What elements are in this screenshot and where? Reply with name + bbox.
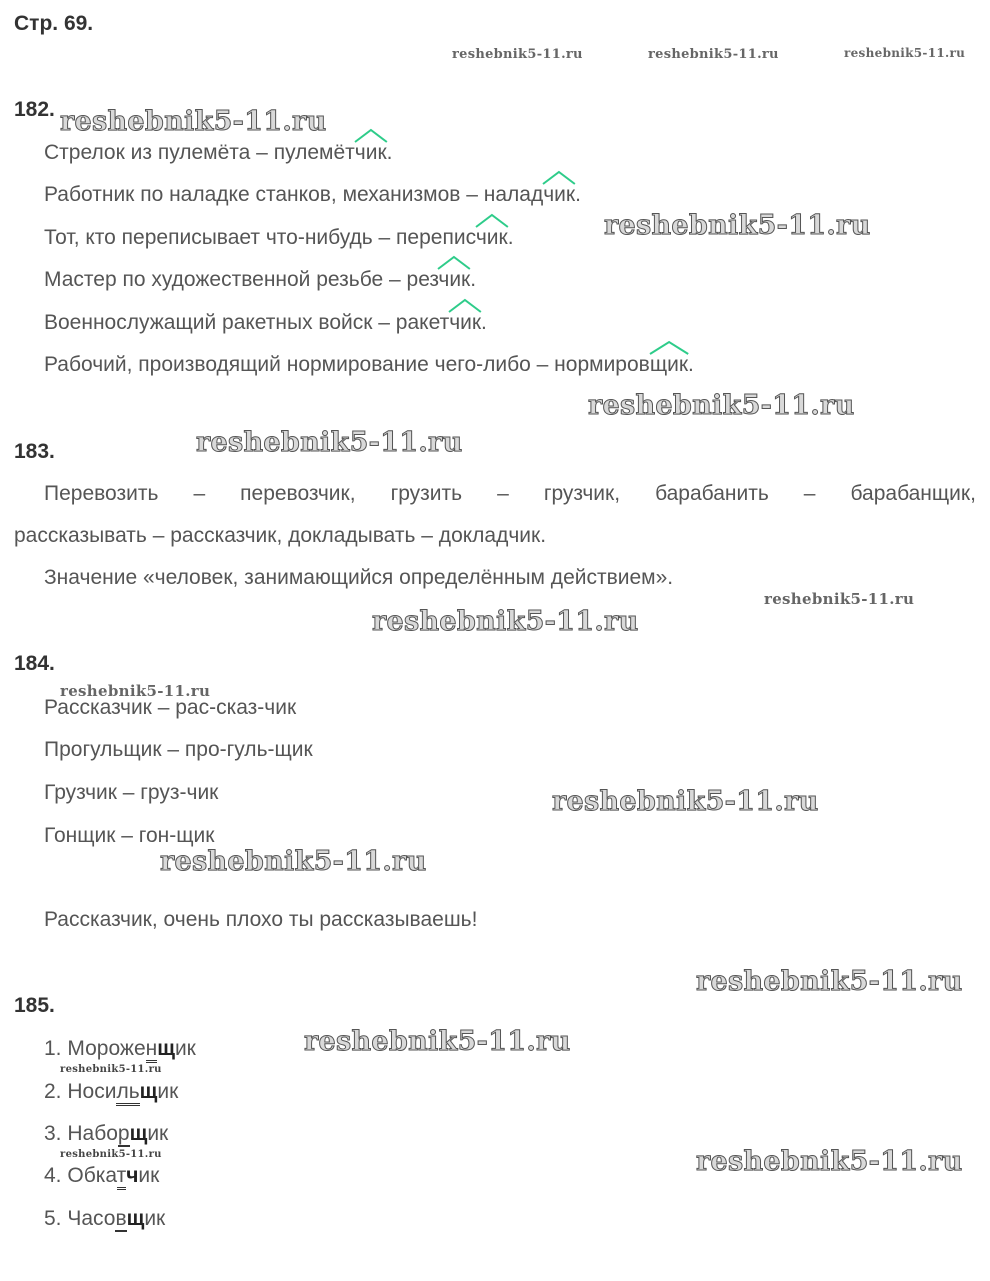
exercise-183-line	[44, 482, 976, 506]
list-number: 4.	[44, 1164, 68, 1187]
example-sentence: Рассказчик, очень плохо ты рассказываешь!	[44, 908, 478, 931]
watermark: reshebnik5-11.ru	[604, 210, 871, 241]
watermark: reshebnik5-11.ru	[588, 390, 855, 421]
suffix-letter: щ	[157, 1037, 175, 1060]
watermark: reshebnik5-11.ru	[60, 106, 327, 137]
word-formation-line: Тот, кто переписывает что-нибудь – переписчик .	[44, 226, 514, 250]
underlined-consonant: т	[117, 1164, 127, 1190]
word: –	[497, 482, 509, 505]
suffix-letter: щ	[129, 1122, 148, 1145]
watermark: reshebnik5-11.ru	[648, 47, 779, 62]
exercise-number: 184.	[14, 652, 55, 675]
watermark: reshebnik5-11.ru	[764, 590, 915, 608]
list-item: 1. Мороженщик	[44, 1037, 196, 1061]
underlined-consonant: ль	[116, 1080, 139, 1106]
word-formation-line: Работник по наладке станков, механизмов – наладчик .	[44, 183, 581, 207]
line-text: Военнослужащий ракетных войск – ракет	[44, 311, 450, 334]
word-formation-line: Рабочий, производящий нормирование чего-либо – нормировщик .	[44, 353, 694, 377]
suffix-mark-icon	[650, 341, 688, 355]
watermark: reshebnik5-11.ru	[304, 1026, 571, 1057]
list-item: 4. Обкатчик	[44, 1164, 159, 1188]
exercise-number: 183.	[14, 440, 55, 463]
word: грузить	[390, 482, 463, 505]
word: Перевозить	[44, 482, 159, 505]
word: грузчик,	[543, 482, 621, 505]
word: –	[803, 482, 816, 505]
suffix: чик	[438, 268, 470, 291]
line-text: Стрелок из пулемёта – пулемёт	[44, 141, 355, 164]
underlined-consonant: в	[115, 1207, 127, 1230]
watermark: reshebnik5-11.ru	[696, 1146, 963, 1177]
suffix-letter: ч	[126, 1164, 139, 1187]
list-item: 3. Наборщик	[44, 1122, 169, 1145]
syllable-division: Гонщик – гон-щик	[44, 824, 215, 847]
list-number: 5.	[44, 1207, 68, 1230]
list-item: 2. Носильщик	[44, 1080, 178, 1104]
list-item: 5. Часовщик	[44, 1207, 166, 1230]
exercise-183-meaning: Значение «человек, занимающийся определённым действием».	[44, 566, 674, 589]
exercise-number: 185.	[14, 994, 55, 1017]
word-formation-line: Мастер по художественной резьбе – резчик .	[44, 268, 476, 292]
page-label: Стр. 69.	[14, 12, 94, 35]
syllable-division: Грузчик – груз-чик	[44, 781, 219, 804]
word-formation-line: Стрелок из пулемёта – пулемётчик .	[44, 141, 392, 165]
word: барабанить	[655, 482, 769, 505]
watermark: reshebnik5-11.ru	[696, 966, 963, 997]
suffix-mark-icon	[476, 214, 508, 228]
suffix-mark-icon	[438, 256, 470, 270]
word: барабанщик,	[850, 482, 976, 505]
watermark: reshebnik5-11.ru	[196, 427, 463, 458]
suffix: чик	[476, 226, 508, 249]
suffix: чик	[355, 141, 387, 164]
suffix-letter: щ	[139, 1080, 158, 1103]
line-text: Мастер по художественной резьбе – рез	[44, 268, 439, 291]
watermark: reshebnik5-11.ru	[372, 606, 639, 637]
underlined-consonant: р	[117, 1122, 130, 1145]
word: перевозчик,	[240, 482, 356, 505]
line-text: Тот, кто переписывает что-нибудь – перепис	[44, 226, 476, 249]
watermark: reshebnik5-11.ru	[552, 786, 819, 817]
exercise-number: 182.	[14, 98, 55, 121]
syllable-division: Прогульщик – про-гуль-щик	[44, 738, 313, 761]
suffix: чик	[543, 183, 575, 206]
exercise-183-line: рассказывать – рассказчик, докладывать – докладчик.	[14, 524, 547, 547]
suffix: чик	[449, 311, 481, 334]
watermark: reshebnik5-11.ru	[60, 1149, 162, 1160]
line-text: Работник по наладке станков, механизмов – налад	[44, 183, 544, 206]
suffix-mark-icon	[543, 171, 575, 185]
syllable-division: Рассказчик – рас-сказ-чик	[44, 696, 297, 719]
word-formation-line: Военнослужащий ракетных войск – ракетчик .	[44, 311, 487, 335]
suffix-mark-icon	[449, 299, 481, 313]
suffix-letter: щ	[126, 1207, 145, 1230]
watermark: reshebnik5-11.ru	[60, 682, 211, 700]
list-number: 3.	[44, 1122, 68, 1145]
line-text: Рабочий, производящий нормирование чего-либо – нормиров	[44, 353, 650, 376]
word: –	[193, 482, 206, 505]
list-number: 2.	[44, 1080, 68, 1103]
list-number: 1.	[44, 1037, 68, 1060]
watermark: reshebnik5-11.ru	[452, 47, 583, 62]
suffix: щик	[650, 353, 688, 376]
watermark: reshebnik5-11.ru	[844, 46, 966, 60]
suffix-mark-icon	[355, 129, 387, 143]
underlined-consonant: н	[146, 1037, 158, 1063]
watermark: reshebnik5-11.ru	[160, 846, 427, 877]
watermark: reshebnik5-11.ru	[60, 1064, 162, 1075]
